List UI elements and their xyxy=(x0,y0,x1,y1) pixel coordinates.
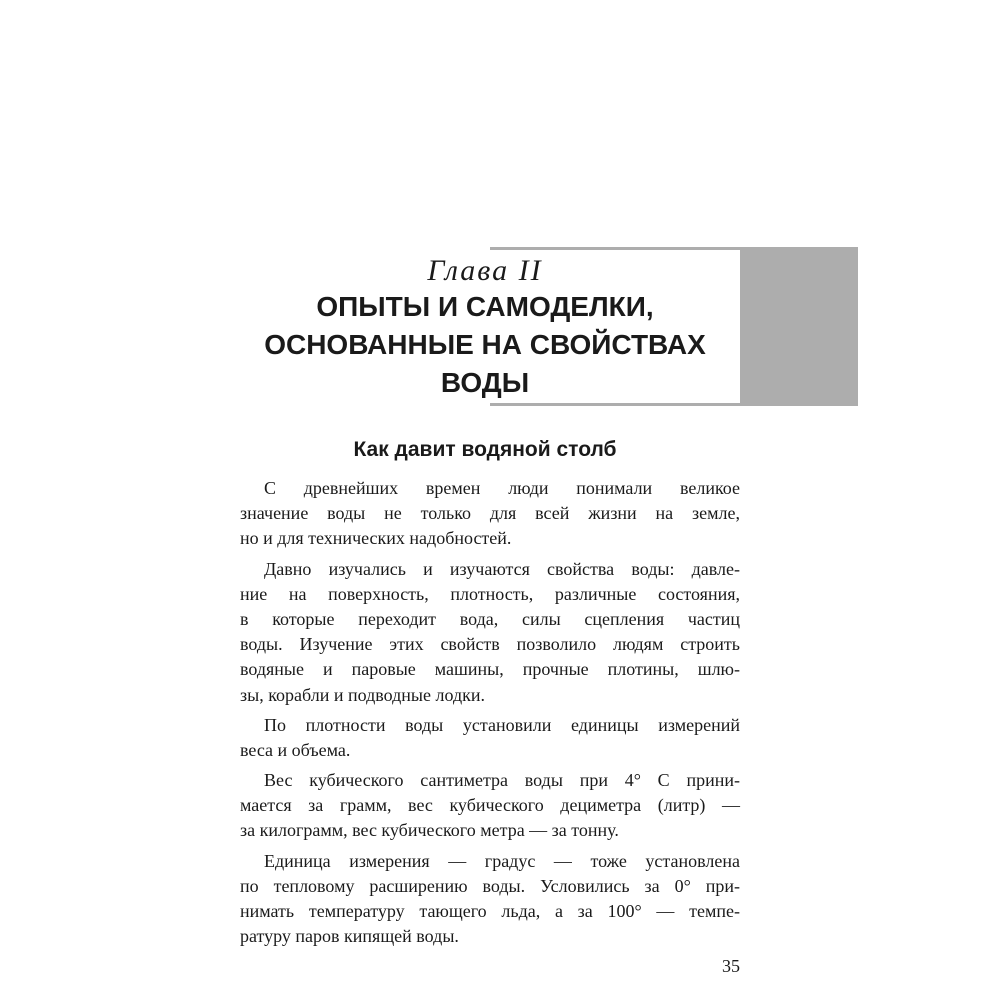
paragraph-5 xyxy=(240,849,740,950)
text-line: ратуру паров кипящей воды. xyxy=(240,926,459,947)
chapter-decoration-bottom-rule xyxy=(490,403,740,406)
chapter-title-line: ВОДЫ xyxy=(440,367,530,398)
text-line: значение воды не только для всей жизни на земле, xyxy=(240,503,740,524)
paragraph-3 xyxy=(240,713,740,763)
text-line: зы, корабли и подводные лодки. xyxy=(240,684,485,705)
section-title: Как давит водяной столб xyxy=(353,438,617,461)
chapter-title xyxy=(230,288,740,402)
chapter-title-line: ОПЫТЫ И САМОДЕЛКИ, xyxy=(316,291,654,322)
text-line: Давно изучались и изучаются свойства воды: давле- xyxy=(264,558,740,579)
text-line: Единица измерения — градус — тоже установлена xyxy=(264,850,740,871)
text-line: мается за грамм, вес кубического дециметра (литр) — xyxy=(240,795,740,816)
paragraph-1 xyxy=(240,476,740,552)
text-line: По плотности воды установили единицы измерений xyxy=(264,714,740,735)
text-line: веса и объема. xyxy=(240,739,351,760)
page-number: 35 xyxy=(722,956,740,976)
chapter-decoration-top-rule xyxy=(490,247,740,250)
text-line: по тепловому расширению воды. Условились за 0° при- xyxy=(240,875,740,896)
paragraph-4 xyxy=(240,768,740,844)
chapter-title-line: ОСНОВАННЫЕ НА СВОЙСТВАХ xyxy=(264,329,706,360)
chapter-label: Глава II xyxy=(427,254,543,287)
chapter-decoration-block xyxy=(740,247,858,406)
text-line: за килограмм, вес кубического метра — за тонну. xyxy=(240,820,619,841)
text-line: нимать температуру тающего льда, а за 100° — темпе- xyxy=(240,901,740,921)
text-line: но и для технических надобностей. xyxy=(240,528,512,549)
paragraph-2 xyxy=(240,557,740,708)
text-line: в которые переходит вода, силы сцепления частиц xyxy=(240,608,740,629)
text-line: ние на поверхность, плотность, различные состояния, xyxy=(240,583,740,604)
body-text xyxy=(240,476,740,949)
text-line: С древнейших времен люди понимали великое xyxy=(264,478,740,498)
text-line: воды. Изучение этих свойств позволило людям строить xyxy=(240,634,740,655)
text-line: Вес кубического сантиметра воды при 4° С прини- xyxy=(264,770,740,791)
text-line: водяные и паровые машины, прочные плотины, шлю- xyxy=(240,659,740,680)
